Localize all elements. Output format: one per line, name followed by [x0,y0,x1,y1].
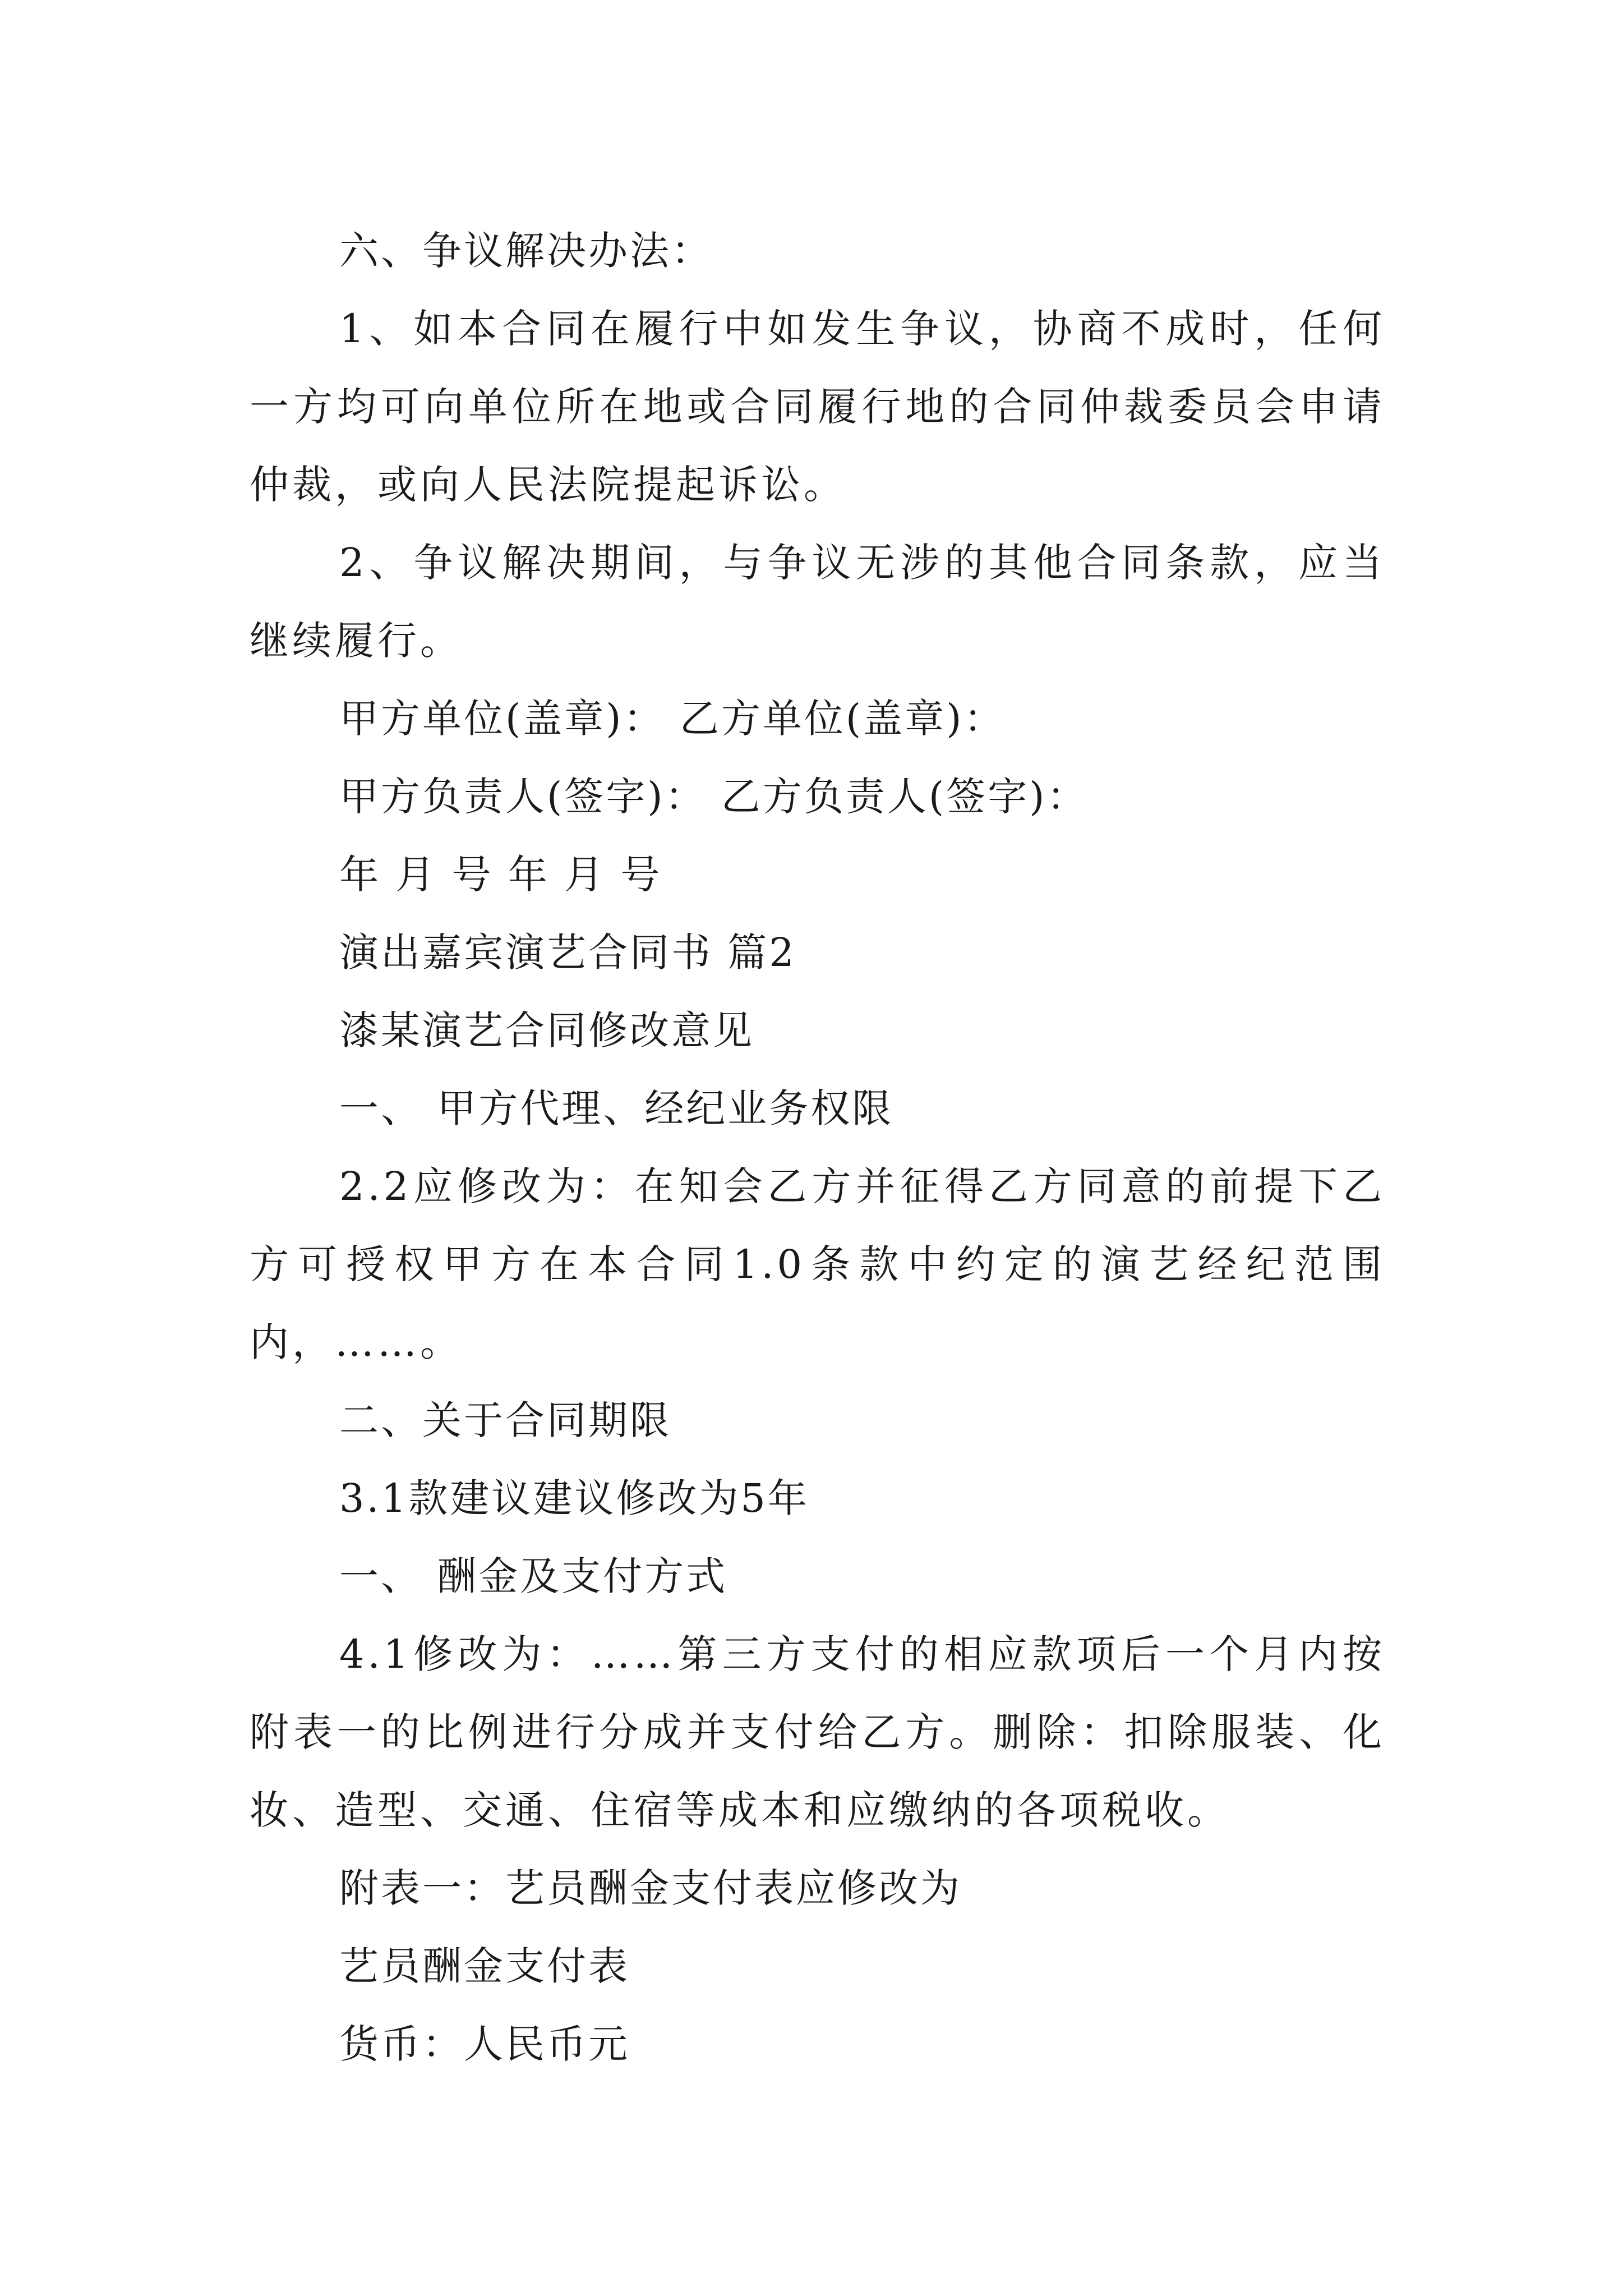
appendix-note: 附表一：艺员酬金支付表应修改为 [339,1865,962,1911]
clause-2-2-revision: 2.2应修改为：在知会乙方并征得乙方同意的前提下乙方可授权甲方在本合同1.0条款中约定的演艺经纪范围内，……。 [250,1163,1385,1365]
document-title-part-2: 演出嘉宾演艺合同书 篇2 [339,930,796,976]
appendix-table-title: 艺员酬金支付表 [339,1943,630,1989]
section-heading-dispute-resolution: 六、争议解决办法： [339,228,713,274]
document-body [250,212,1385,2083]
clause-1-arbitration: 1、如本合同在履行中如发生争议，协商不成时，任何一方均可向单位所在地或合同履行地的合同仲裁委员会申请仲裁，或向人民法院提起诉讼。 [250,306,1385,508]
signature-seal-line: 甲方单位(盖章)： 乙方单位(盖章)： [339,696,1006,742]
revision-opinion-title: 漆某演艺合同修改意见 [339,1007,754,1053]
section-heading-contract-term: 二、关于合同期限 [339,1397,671,1443]
date-line: 年 月 号 年 月 号 [339,852,662,898]
clause-2-continue-performance: 2、争议解决期间，与争议无涉的其他合同条款，应当继续履行。 [250,540,1385,664]
signature-person-line: 甲方负责人(签字)： 乙方负责人(签字)： [339,774,1089,820]
clause-4-1-revision: 4.1修改为：……第三方支付的相应款项后一个月内按附表一的比例进行分成并支付给乙方。删除：扣除服装、化妆、造型、交通、住宿等成本和应缴纳的各项税收。 [250,1631,1385,1833]
clause-3-1-revision: 3.1款建议建议修改为5年 [339,1475,809,1521]
section-heading-agency-scope: 一、 甲方代理、经纪业务权限 [339,1085,894,1131]
section-heading-remuneration: 一、 酬金及支付方式 [339,1553,728,1599]
currency-line: 货币：人民币元 [339,2021,630,2067]
